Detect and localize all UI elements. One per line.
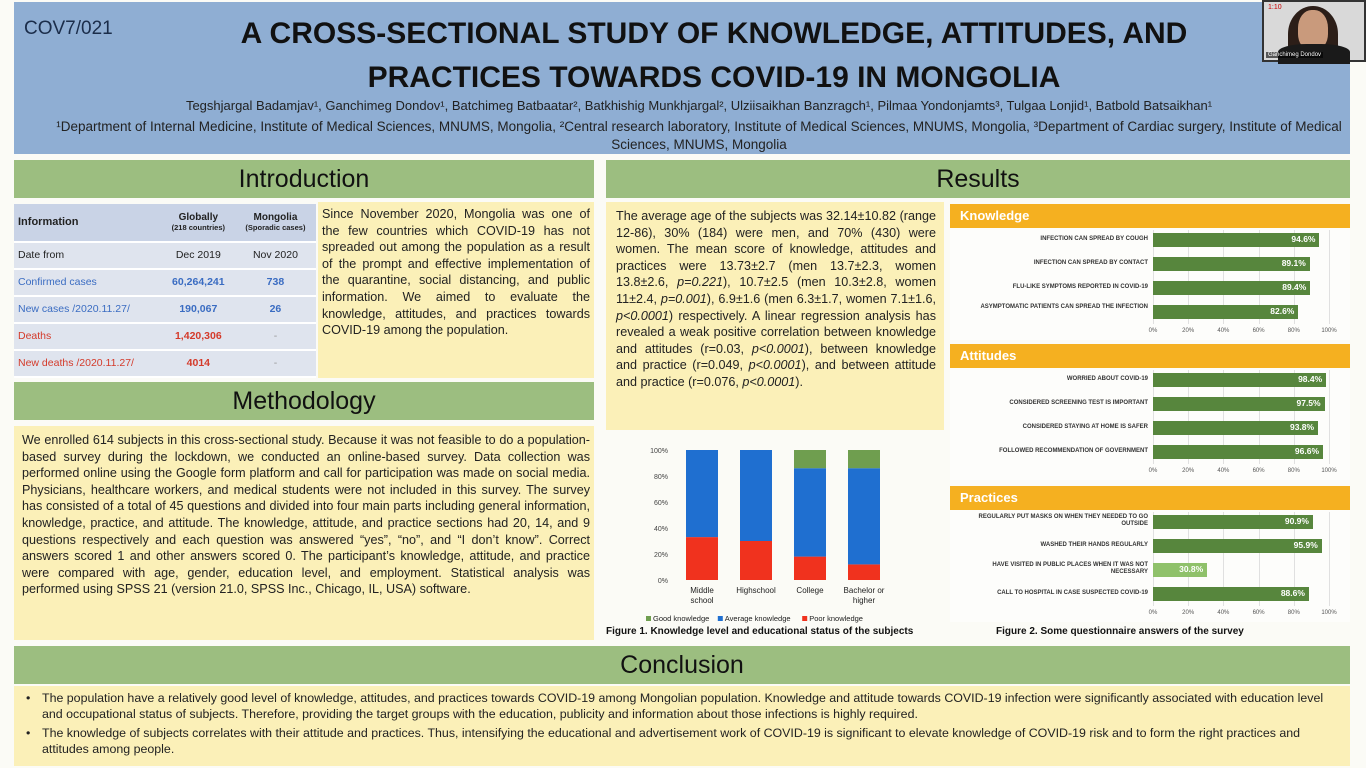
results-text-part: ), 10.7±2.5 (men 10.3±2.8, women 11±2.4, [616,275,936,306]
poster-header [14,2,1350,154]
row-label: Date from [14,242,162,269]
hbar-track [1153,281,1329,295]
y-tick-label: 40% [653,526,668,533]
hbar-row [950,420,1350,438]
hbar-value: 89.1% [1281,258,1306,268]
row-label: New cases /2020.11.27/ [14,296,162,323]
hbar-label: FLU-LIKE SYMPTOMS REPORTED IN COVID-19 [1012,284,1148,290]
results-text-part: ), 6.9±1.6 (men 6.3±1.7, women 7.1±1.6, [706,291,936,306]
x-tick-label: 0% [1148,468,1158,474]
introduction-text: Since November 2020, Mongolia was one of the few countries which COVID-19 has not spreaded out among the population as a result of the prompt and effective implementation of the quarantine, social distancing, and public information. We aimed to evaluate the knowledge, attitudes, and practices towards COVID-19 among the population. [322,207,590,338]
table-header-row [14,204,316,242]
knowledge-panel [950,228,1350,340]
chart-bar-segment [794,468,826,556]
hbar-track [1153,233,1329,247]
row-global: Dec 2019 [162,242,235,269]
results-text-part: ). [795,374,803,389]
knowledge-education-chart [604,432,964,642]
hbar-row [950,514,1350,532]
p-value: p<0.0001 [748,358,802,373]
hbar-value: 88.6% [1280,588,1305,598]
results-heading: Results [606,160,1350,198]
poster-title [164,12,1264,100]
results-text-part: The average age of the subjects was 32.14±10.82 (range 12-86), 30% (184) were men, and 70% (430) were women. The mean score of knowledge, attitudes and practices were 13.73±2.7 (men 13.7±2.3, women 13.8±2.6, [616,209,936,290]
affiliations: ¹Department of Internal Medicine, Institute of Medical Sciences, MNUMS, Mongolia, ²Central research laboratory, Institute of Medical Sciences, MNUMS, Mongolia, ³Department of Cardiac surgery, Institute of Medical Sciences, MNUMS, Mongolia [56,119,1342,152]
table-header-mongolia [235,204,316,242]
hbar-track [1153,257,1329,271]
hbar-value: 89.4% [1282,282,1307,292]
hbar-label: CALL TO HOSPITAL IN CASE SUSPECTED COVID-19 [997,590,1148,596]
hbar-fill [1153,539,1322,553]
x-tick-label: school [690,596,714,605]
hbar-row [950,562,1350,580]
hbar-value: 94.6% [1291,234,1316,244]
hbar-fill [1153,257,1310,271]
hbar-track [1153,515,1329,529]
hbar-value: 82.6% [1270,306,1295,316]
chart-bar-segment [686,450,718,537]
x-tick-label: Highschool [736,586,776,595]
hbar-fill [1153,373,1326,387]
legend-swatch [802,616,807,621]
p-value: p=0.001 [660,291,707,306]
hbar-label: INFECTION CAN SPREAD BY CONTACT [1033,260,1148,266]
hbar-value: 97.5% [1296,398,1321,408]
mongolia-label: Mongolia [253,212,298,224]
row-global: 190,067 [162,296,235,323]
x-tick-label: 100% [1321,610,1337,616]
chart-bar-segment [848,564,880,580]
row-global: 4014 [162,350,235,377]
table-row [14,323,316,350]
introduction-heading: Introduction [14,160,594,198]
hbar-row [950,280,1350,298]
hbar-row [950,232,1350,250]
x-tick-label: 60% [1252,328,1265,334]
practices-panel-heading: Practices [950,486,1350,510]
row-mongolia: - [235,323,316,350]
hbar-row [950,538,1350,556]
x-tick-label: 100% [1321,328,1337,334]
mongolia-sub: (Sporadic cases) [245,223,306,233]
hbar-label: ASYMPTOMATIC PATIENTS CAN SPREAD THE INFECTION [980,304,1148,310]
hbar-row [950,304,1350,322]
hbar-value: 93.8% [1289,422,1315,432]
x-tick-label: 60% [1252,610,1265,616]
x-tick-label: 0% [1148,328,1158,334]
hbar-track [1153,305,1329,319]
row-mongolia: 738 [235,269,316,296]
presenter-webcam[interactable] [1262,0,1366,62]
chart-bar-segment [794,450,826,468]
hbar-track [1153,587,1329,601]
legend-label: Average knowledge [724,614,791,623]
results-text-part: ), and between attitude and practice (r=0.076, [616,358,936,389]
chart-bar-segment [740,450,772,541]
hbar-fill [1153,305,1298,319]
attitudes-panel-heading: Attitudes [950,344,1350,368]
x-tick-label: 40% [1217,468,1230,474]
hbar-row [950,444,1350,462]
hbar-label: REGULARLY PUT MASKS ON WHEN THEY NEEDED TO GO OUTSIDE [978,514,1148,527]
row-label: Deaths [14,323,162,350]
table-row [14,350,316,377]
methodology-heading: Methodology [14,382,594,420]
table-row [14,269,316,296]
hbar-row [950,372,1350,390]
knowledge-panel-heading: Knowledge [950,204,1350,228]
p-value: p<0.0001 [616,308,669,323]
hbar-row [950,256,1350,274]
hbar-fill [1153,397,1325,411]
webcam-time: 1:10 [1268,4,1282,11]
hbar-fill [1153,421,1318,435]
hbar-label: WORRIED ABOUT COVID-19 [1066,376,1148,382]
hbar-track [1153,539,1329,553]
hbar-value: 30.8% [1179,564,1204,574]
hbar-value: 90.9% [1284,516,1309,526]
hbar-label: HAVE VISITED IN PUBLIC PLACES WHEN IT WAS NOT NECESSARY [992,562,1148,575]
y-tick-label: 20% [653,552,668,559]
hbar-value: 98.4% [1298,374,1323,384]
poster-code: COV7/021 [24,18,113,39]
hbar-track [1153,421,1329,435]
hbar-track [1153,397,1329,411]
hbar-fill [1153,281,1310,295]
x-tick-label: 20% [1182,328,1195,334]
row-mongolia: Nov 2020 [235,242,316,269]
chart-bar-segment [794,557,826,580]
y-tick-label: 0% [657,578,668,585]
x-tick-label: 40% [1217,328,1230,334]
conclusion-item: • The population have a relatively good level of knowledge, attitudes, and practices towards COVID-19 among Mongolian population. Knowledge and attitude towards COVID-19 infection were significantly associated with education level and occupational status of subjects. Therefore, providing the target groups with the education, publicity and information about those infections is highly required. [22,690,1342,722]
hbar-value: 95.9% [1293,540,1318,550]
row-mongolia: 26 [235,296,316,323]
covid-info-table [14,204,316,378]
globally-sub: (218 countries) [171,223,225,233]
x-tick-label: 0% [1148,610,1158,616]
practices-panel [950,510,1350,622]
chart-bar-segment [686,537,718,580]
x-axis-ticks [1148,328,1337,338]
p-value: p<0.0001 [742,374,796,389]
methodology-text: We enrolled 614 subjects in this cross-sectional study. Because it was not feasible to do a population-based survey during the lockdown, we conducted an online-based survey. Data collection was performed online using the Google form platform and call for participation was made on social media. Physicians, healthcare workers, and medical students were not included in this survey. The survey has consisted of a total of 45 questions and divided into four main parts including general information, knowledge, practice, and attitude. The knowledge, attitude, and practice sections had 20, 14, and 9 questions respectively and each question was answered “yes”, “no”, and “I don’t know”. Correct answers scored 1 and other answers scored 0. The participant’s knowledge, attitude, and practice were compared with age, gender, education level, and employment. Statistical analysis was performed using SPSS 21 (version 21.0, SPSS Inc., Chicago, IL, USA) software. [22,433,590,597]
row-global: 1,420,306 [162,323,235,350]
y-tick-label: 80% [653,474,668,481]
hbar-label: CONSIDERED STAYING AT HOME IS SAFER [1022,424,1148,430]
hbar-fill [1153,233,1319,247]
hbar-label: CONSIDERED SCREENING TEST IS IMPORTANT [1009,400,1148,406]
p-value: p<0.0001 [751,341,805,356]
legend-swatch [646,616,651,621]
x-tick-label: 60% [1252,468,1265,474]
conclusion-list [22,690,1342,760]
legend-swatch [718,616,723,621]
hbar-value: 96.6% [1294,446,1320,456]
legend-label: Poor knowledge [809,614,863,623]
legend-label: Good knowledge [653,614,710,623]
row-mongolia: - [235,350,316,377]
table-row [14,242,316,269]
presenter-name: Ganchimeg Dondov [1268,52,1322,58]
x-tick-label: 20% [1182,468,1195,474]
table-header-globally [162,204,235,242]
x-tick-label: College [796,586,824,595]
x-tick-label: 80% [1287,328,1300,334]
hbar-label: INFECTION CAN SPREAD BY COUGH [1040,236,1148,242]
chart-bar-segment [848,450,880,468]
p-value: p=0.221 [677,275,723,290]
chart-bar-segment [740,541,772,580]
x-tick-label: 100% [1321,468,1337,474]
title-line-1: A CROSS-SECTIONAL STUDY OF KNOWLEDGE, ATTITUDES, AND [240,17,1188,50]
title-line-2: PRACTICES TOWARDS COVID-19 IN MONGOLIA [367,61,1061,94]
globally-label: Globally [178,212,219,224]
x-axis-ticks [1148,610,1337,620]
hbar-track [1153,373,1329,387]
figure-2-caption: Figure 2. Some questionnaire answers of the survey [996,626,1244,637]
hbar-row [950,586,1350,604]
hbar-label: FOLLOWED RECOMMENDATION OF GOVERNMENT [999,448,1148,454]
chart-bar-segment [848,468,880,564]
conclusion-heading: Conclusion [14,646,1350,684]
table-row [14,296,316,323]
x-tick-label: 40% [1217,610,1230,616]
hbar-track [1153,563,1329,577]
y-tick-label: 60% [653,500,668,507]
table-header-information: Information [14,204,162,242]
results-text-part: ), between knowledge and practice (r=0.049, [616,341,936,373]
attitudes-panel [950,368,1350,480]
hbar-row [950,396,1350,414]
x-tick-label: 80% [1287,610,1300,616]
results-text-part: ) respectively. A linear regression analysis has revealed a weak positive correlation between knowledge and attitudes (r=0.03, [616,308,936,356]
figure-1-caption: Figure 1. Knowledge level and educational status of the subjects [606,626,914,637]
hbar-fill [1153,563,1207,577]
authors: Tegshjargal Badamjav¹, Ganchimeg Dondov¹, Batchimeg Batbaatar², Batkhishig Munkhjargal², Ulziisaikhan Banzragch¹, Pilmaa Yondonjamts³, Tulgaa Lonjid¹, Batbold Batsaikhan¹ [185,98,1213,113]
hbar-track [1153,445,1329,459]
row-label: Confirmed cases [14,269,162,296]
row-label: New deaths /2020.11.27/ [14,350,162,377]
y-tick-label: 100% [650,448,668,455]
x-tick-label: 20% [1182,610,1195,616]
x-tick-label: Middle [690,586,714,595]
x-tick-label: higher [852,596,876,605]
hbar-fill [1153,587,1309,601]
x-axis-ticks [1148,468,1337,478]
x-tick-label: Bachelor or [843,586,885,595]
hbar-fill [1153,445,1323,459]
row-global: 60,264,241 [162,269,235,296]
conclusion-item: • The knowledge of subjects correlates with their attitude and practices. Thus, intensifying the educational and advertisement work of COVID-19 is significant to elevate knowledge of COVID-19 risk and to form the right practices and attitudes among people. [22,725,1342,757]
results-text [616,208,936,391]
hbar-label: WASHED THEIR HANDS REGULARLY [1040,542,1148,548]
x-tick-label: 80% [1287,468,1300,474]
hbar-fill [1153,515,1313,529]
